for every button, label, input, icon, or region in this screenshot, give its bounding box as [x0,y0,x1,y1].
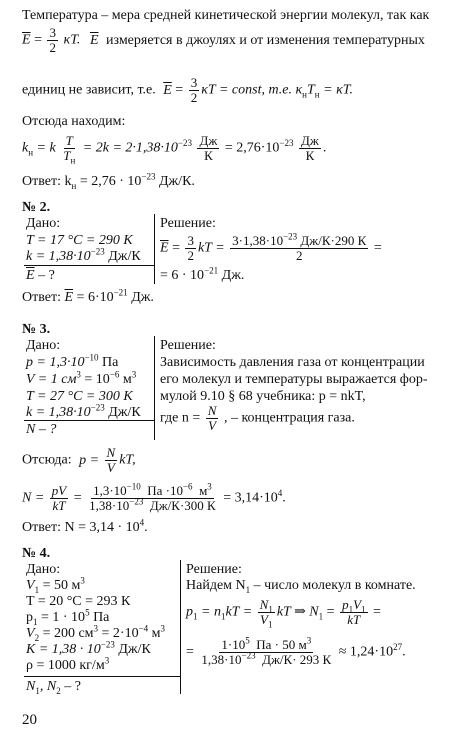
p4-given-label: Дано: [26,562,61,577]
p2-result: = $6 \cdot 10^{-21}$ Дж. [160,265,245,283]
p4-find: $N_1$, $N_2$ – ? [26,679,81,696]
p3-title: № 3. [22,322,51,337]
p4-title: № 4. [22,546,51,561]
p3-given-p: $p = 1,3\cdot 10^{-10}$ Па [26,352,119,370]
p2-title: № 2. [22,200,51,215]
p4-formula-1: $p_1 = n_1kT$ = $\frac{N_1}{V_1}$ kT ⇒ $N_1$ = $\frac{p_1V_1}{kT}$ = [186,597,381,630]
p3-given-t: T = 27 °C = 300 К [26,389,133,404]
calc1-answer: Ответ: $k_н = 2,76 \cdot 10^{-23}$ Дж/К. [22,171,195,191]
p4-given-rho: ρ = 1000 $кг/м^3$ [26,655,110,673]
p3-find: N – ? [26,422,57,437]
p3-solution-3: мулой 9.10 § 68 учебника: p = nkT, [160,389,366,404]
p3-given-divider [24,420,154,421]
p3-solution-2: его молекул и температуры выражается фор- [160,372,428,387]
intro-line-3: единиц не зависит, т.е. $\overline{E}$ = $\frac{3}{2}$ κT = const, т.е. $\kappa_нT_н = \kappa T$. [22,75,354,105]
p3-solution-label: Решение: [160,338,216,353]
p4-given-k: $K = 1,38 \cdot 10^{-23}$ Дж/К [26,639,151,657]
p4-solution-label: Решение: [186,562,242,577]
p2-find: $\overline{E}$ – ? [26,268,55,283]
p4-given-p1: $p_1 = 1 \cdot 10^5$ Па [26,607,110,627]
p3-n-formula: N = $\frac{pV}{kT}$ = $\frac{1,3\cdot 10^{-10} Па \cdot 10^{-6} м^3}{1,38\cdot 10^{-23} Дж/К\cdot 300 К}$ = $3,14\cdot 10^4$. [22,481,286,513]
p4-formula-2: = $\frac{1\cdot 10^5 Па \cdot 50 м^3}{1,38\cdot 10^{-23} Дж/К\cdot 293 К}$ ≈ $1,24\cdot 10^{27}$. [186,635,406,667]
p4-given-v2: $V_2 = 200$ $см^3 = 2\cdot 10^{-4}$ $м^3$ [26,623,166,643]
p2-given-label: Дано: [26,216,61,231]
p4-given-t: T = 20 °C = 293 К [26,594,131,609]
intro-line-2: $\overline{E}$ = $\frac{3}{2}$ κT. $\overline{E}$ измеряется в джоулях и от изменения температурных [22,25,425,55]
p3-from: Отсюда: p = $\frac{N}{V}$ kT, [22,445,136,475]
p3-given-k: $k = 1,38\cdot 10^{-23}$ Дж/К [26,402,141,420]
p2-given-k: $k = 1,38\cdot 10^{-23}$ Дж/К [26,246,141,264]
p2-vertical-divider [154,214,155,284]
p4-solution-1: Найдем $N_1$ – число молекул в комнате. [186,578,416,595]
p3-solution-1: Зависимость давления газа от концентрации [160,355,425,370]
p2-answer: Ответ: $\overline{E} = 6\cdot 10^{-21}$ Дж. [22,287,154,305]
p3-vertical-divider [154,336,155,440]
p3-answer: Ответ: $N = 3,14 \cdot 10^4$. [22,517,148,535]
p2-given-divider [24,265,154,266]
intro-line-4: Отсюда находим: [22,114,126,129]
p4-given-divider [24,676,180,677]
page-number: 20 [22,712,37,728]
p3-solution-4: где n = $\frac{N}{V}$ , – концентрация газа. [160,403,355,433]
calc1-formula: $k_н = k$ $\frac{T}{T_н}$ = $2k = 2\cdot 1,38\cdot 10^{-23}$ $\frac{Дж}{К}$ = $2,76\cdot 10^{-23}$ $\frac{Дж}{К}$ . [22,133,327,166]
p4-given-v1: $V_1 = 50$ $м^3$ [26,575,85,595]
p3-given-label: Дано: [26,338,61,353]
p4-vertical-divider [180,560,181,694]
intro-line-1: Температура – мера средней кинетической энергии молекул, так как [22,8,430,23]
p3-given-v: V = 1 $см^3 = 10^{-6}$ $м^3$ [26,369,137,387]
p2-given-t: T = 17 °C = 290 К [26,233,133,248]
p2-formula: $\overline{E}$ = $\frac{3}{2}$ kT = $\frac{3\cdot 1,38\cdot 10^{-23} Дж/К\cdot 290 К}{2}$ = [160,231,382,263]
p2-solution-label: Решение: [160,216,216,231]
